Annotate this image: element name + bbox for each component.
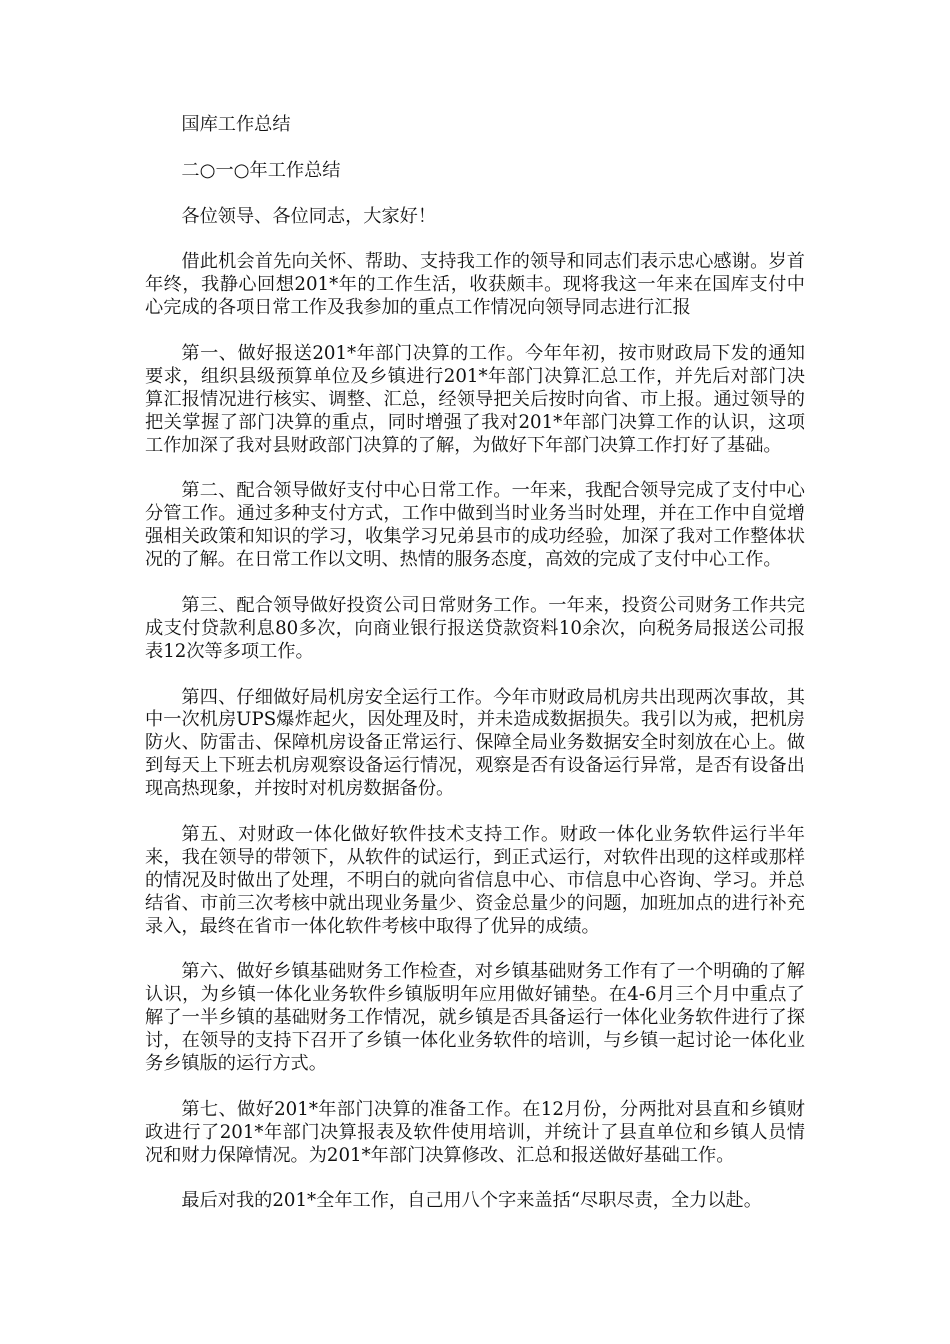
document-title: 国库工作总结 <box>181 114 291 135</box>
paragraph-closing: 最后对我的201*全年工作，自己用八个字来盖括“尽职尽责，全力以赴。 <box>181 1190 762 1212</box>
greeting: 各位领导、各位同志，大家好！ <box>181 205 437 227</box>
paragraph-3: 第三、配合领导做好投资公司日常财务工作。一年来，投资公司财务工作共完成支付贷款利息80多次，向商业银行报送贷款资料10余次，向税务局报送公司报表12次等多项工作。 <box>145 594 805 662</box>
paragraph-6: 第六、做好乡镇基础财务工作检查，对乡镇基础财务工作有了一个明确的了解认识，为乡镇一体化业务软件乡镇版明年应用做好铺垫。在4-6月三个月中重点了解了一半乡镇的基础财务工作情况，就乡镇是否具备运行一体化业务软件进行了探讨，在领导的支持下召开了乡镇一体化业务软件的培训，与乡镇一起讨论一体化业务乡镇版的运行方式。 <box>145 961 805 1075</box>
paragraph-intro: 借此机会首先向关怀、帮助、支持我工作的领导和同志们表示忠心感谢。岁首年终，我静心回想201*年的工作生活，收获颇丰。现将我这一年来在国库支付中心完成的各项日常工作及我参加的重点工作情况向领导同志进行汇报 <box>145 251 805 319</box>
document-subtitle: 二○一○年工作总结 <box>181 159 341 181</box>
paragraph-5: 第五、对财政一体化做好软件技术支持工作。财政一体化业务软件运行半年来，我在领导的带领下，从软件的试运行，到正式运行，对软件出现的这样或那样的情况及时做出了处理，不明白的就向省信息中心、市信息中心咨询、学习。并总结省、市前三次考核中就出现业务量少、资金总量少的问题，加班加点的进行补充录入，最终在省市一体化软件考核中取得了优异的成绩。 <box>145 823 805 937</box>
paragraph-1: 第一、做好报送201*年部门决算的工作。今年年初，按市财政局下发的通知要求，组织县级预算单位及乡镇进行201*年部门决算汇总工作，并先后对部门决算汇报情况进行核实、调整、汇总，经领导把关后按时向省、市上报。通过领导的把关掌握了部门决算的重点，同时增强了我对201*年部门决算工作的认识，这项工作加深了我对县财政部门决算的了解，为做好下年部门决算工作打好了基础。 <box>145 343 805 456</box>
paragraph-7: 第七、做好201*年部门决算的准备工作。在12月份，分两批对县直和乡镇财政进行了201*年部门决算报表及软件使用培训，并统计了县直单位和乡镇人员情况和财力保障情况。为201*年部门决算修改、汇总和报送做好基础工作。 <box>145 1098 805 1166</box>
paragraph-4: 第四、仔细做好局机房安全运行工作。今年市财政局机房共出现两次事故，其中一次机房UPS爆炸起火，因处理及时，并未造成数据损失。我引以为戒，把机房防火、防雷击、保障机房设备正常运行、保障全局业务数据安全时刻放在心上。做到每天上下班去机房观察设备运行情况，观察是否有设备运行异常，是否有设备出现高热现象，并按时对机房数据备份。 <box>145 686 805 800</box>
paragraph-2: 第二、配合领导做好支付中心日常工作。一年来，我配合领导完成了支付中心分管工作。通过多种支付方式，工作中做到当时业务当时处理，并在工作中自觉增强相关政策和知识的学习，收集学习兄弟县市的成功经验，加深了我对工作整体状况的了解。在日常工作以文明、热情的服务态度，高效的完成了支付中心工作。 <box>145 480 805 571</box>
document-body <box>145 114 805 1236</box>
